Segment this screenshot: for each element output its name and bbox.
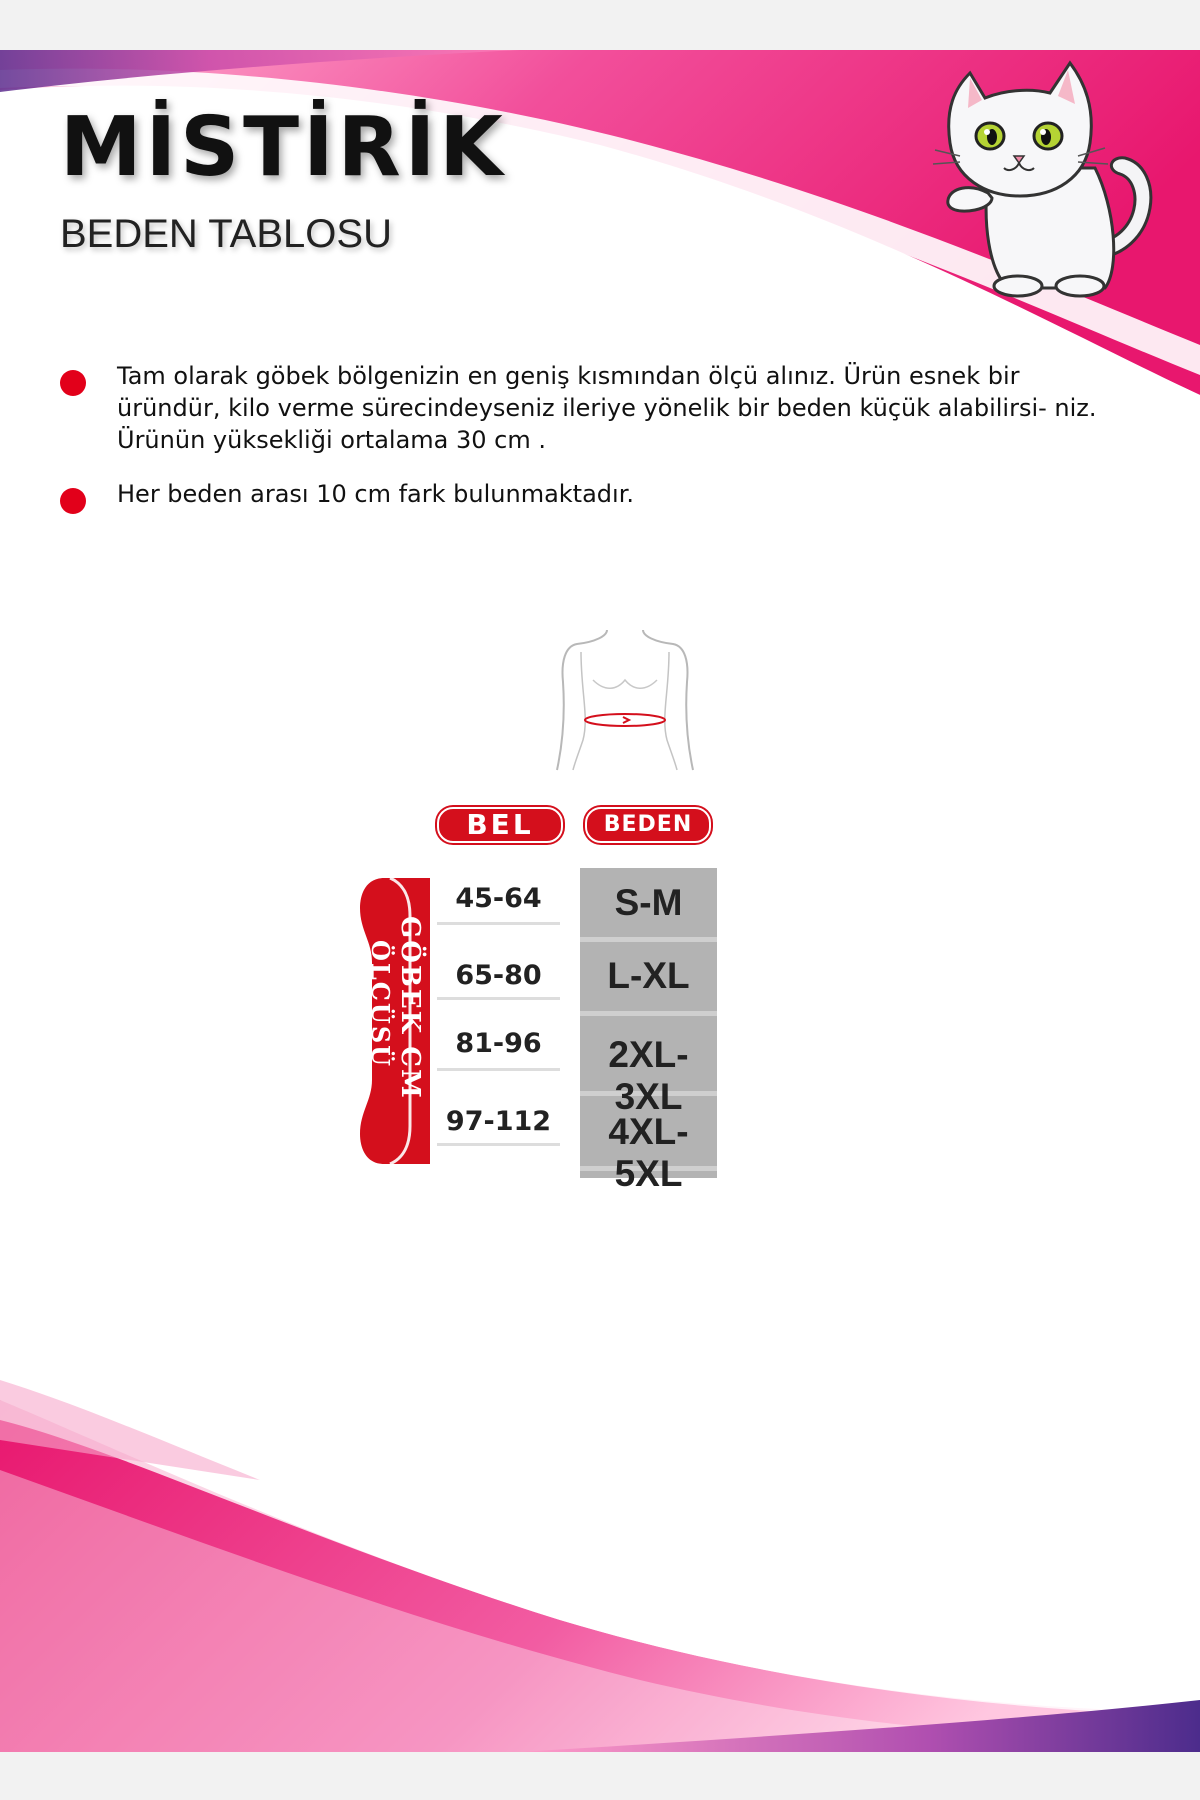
waist-column-header: BEL	[437, 807, 563, 843]
size-column-header: BEDEN	[585, 807, 711, 843]
red-dot-bullet-icon	[60, 370, 86, 396]
size-value: 4XL-5XL	[608, 1111, 689, 1194]
page-subtitle: BEDEN TABLOSU	[60, 212, 392, 256]
torso-measure-icon	[555, 622, 695, 772]
size-value: L-XL	[607, 955, 690, 996]
row-divider	[437, 922, 560, 925]
note-item	[60, 360, 1120, 460]
size-value: 2XL-3XL	[608, 1034, 689, 1117]
row-divider	[437, 1143, 560, 1146]
belly-measurement-badge	[360, 876, 432, 1166]
note-text: Her beden arası 10 cm fark bulunmaktadır.	[117, 480, 634, 508]
waist-value: 45-64	[455, 883, 542, 914]
size-row-divider	[580, 937, 717, 942]
note-text: Tam olarak göbek bölgenizin en geniş kısmından ölçü alınız. Ürün esnek bir üründür, kilo verme sürecindeyseniz ileriye yönelik bir beden küçük alabilirsi- niz. Ürünün yüksekliği ortalama 30 cm .	[117, 362, 1097, 454]
waist-value: 97-112	[445, 1106, 552, 1137]
note-item	[60, 478, 1120, 518]
row-divider	[437, 1068, 560, 1071]
waist-value: 81-96	[455, 1028, 542, 1059]
brand-logo: MİSTİRİK	[60, 100, 507, 195]
side-label-line2: ÖLÇÜSÜ	[366, 940, 395, 1069]
red-dot-bullet-icon	[60, 488, 86, 514]
row-divider	[437, 997, 560, 1000]
waist-value: 65-80	[455, 960, 542, 991]
size-value: S-M	[614, 882, 683, 923]
size-row-divider	[580, 1011, 717, 1016]
cat-mascot-icon	[930, 48, 1160, 298]
side-label-line1: GÖBEK CM	[395, 916, 425, 1100]
